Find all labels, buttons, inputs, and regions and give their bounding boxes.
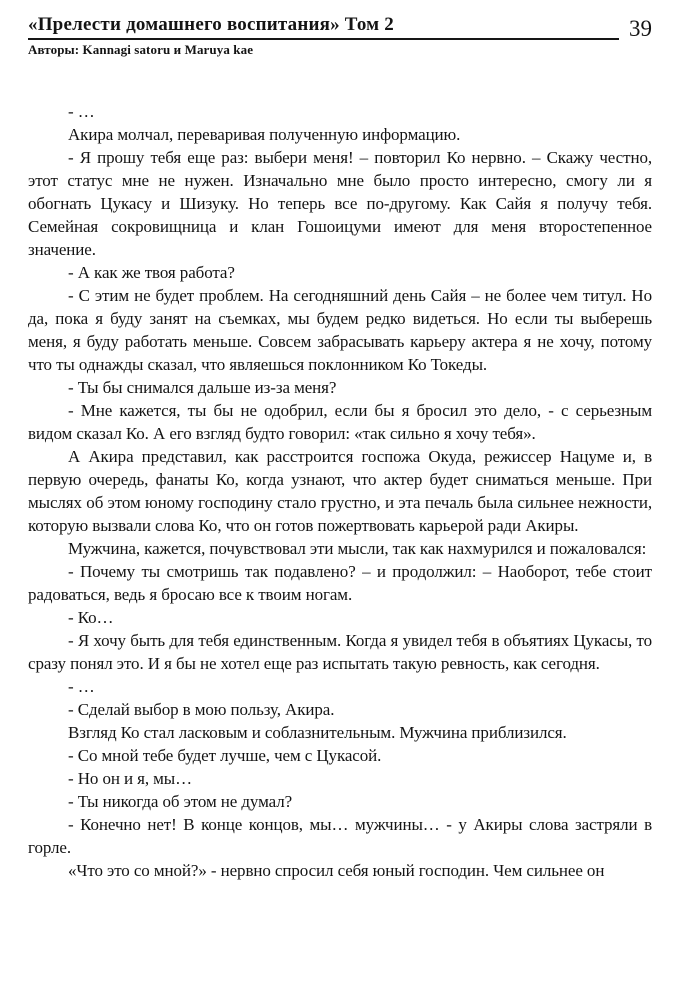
paragraph: - Ты бы снимался дальше из-за меня? xyxy=(68,378,337,397)
paragraph: - Ко… xyxy=(68,608,114,627)
paragraph: - Но он и я, мы… xyxy=(68,769,193,788)
paragraph: А Акира представил, как расстроится госпожа Окуда, режиссер Нацуме и, в первую очередь, фанаты Ко, когда узнают, что актер будет сниматься меньше. При мыслях об этом юному господину стало грустно, и эта печаль была сильнее нежности, которую вызвали слова Ко, что он готов пожертвовать карьерой ради Акиры. xyxy=(28,447,652,535)
book-title: «Прелести домашнего воспитания» Том 2 xyxy=(28,14,394,35)
paragraph: - Со мной тебе будет лучше, чем с Цукасой. xyxy=(68,746,382,765)
paragraph: - А как же твоя работа? xyxy=(68,263,235,282)
page-body xyxy=(28,100,652,882)
paragraph: - Почему ты смотришь так подавлено? – и продолжил: – Наоборот, тебе стоит радоваться, ведь я бросаю все к твоим ногам. xyxy=(28,562,652,604)
paragraph: - С этим не будет проблем. На сегодняшний день Сайя – не более чем титул. Но да, пока я буду занят на съемках, мы будем редко видеться. Но если ты выберешь меня, я буду работать меньше. Совсем забрасывать карьеру актера я не хочу, потому что ты однажды сказал, что являешься поклонником Ко Токеды. xyxy=(28,286,652,374)
paragraph: - Я хочу быть для тебя единственным. Когда я увидел тебя в объятиях Цукасы, то сразу понял это. И я бы не хотел еще раз испытать такую ревность, как сегодня. xyxy=(28,631,652,673)
title-underline xyxy=(28,14,619,40)
header-row xyxy=(28,14,652,40)
page-number: 39 xyxy=(629,16,652,42)
paragraph: - Конечно нет! В конце концов, мы… мужчины… - у Акиры слова застряли в горле. xyxy=(28,815,652,857)
authors-line: Авторы: Kannagi satoru и Maruya kae xyxy=(28,42,254,57)
paragraph: - Мне кажется, ты бы не одобрил, если бы я бросил это дело, - с серьезным видом сказал Ко. А его взгляд будто говорил: «так сильно я хочу тебя». xyxy=(28,401,652,443)
paragraph: Акира молчал, переваривая полученную информацию. xyxy=(68,125,461,144)
paragraph: - Ты никогда об этом не думал? xyxy=(68,792,293,811)
paragraph: Взгляд Ко стал ласковым и соблазнительным. Мужчина приблизился. xyxy=(68,723,567,742)
paragraph: - … xyxy=(68,102,95,121)
page-header xyxy=(28,14,652,58)
paragraph: - Я прошу тебя еще раз: выбери меня! – повторил Ко нервно. – Скажу честно, этот статус мне не нужен. Изначально мне было просто интересно, смогу ли я обогнать Цукасу и Шизуку. Но теперь все по-другому. Как Сайя я получу тебя. Семейная сокровищница и клан Гошоицуми имеют для меня второстепенное значение. xyxy=(28,148,652,259)
paragraph: Мужчина, кажется, почувствовал эти мысли, так как нахмурился и пожаловался: xyxy=(68,539,647,558)
paragraph: - Сделай выбор в мою пользу, Акира. xyxy=(68,700,335,719)
paragraph: «Что это со мной?» - нервно спросил себя юный господин. Чем сильнее он xyxy=(68,861,605,880)
paragraph: - … xyxy=(68,677,95,696)
